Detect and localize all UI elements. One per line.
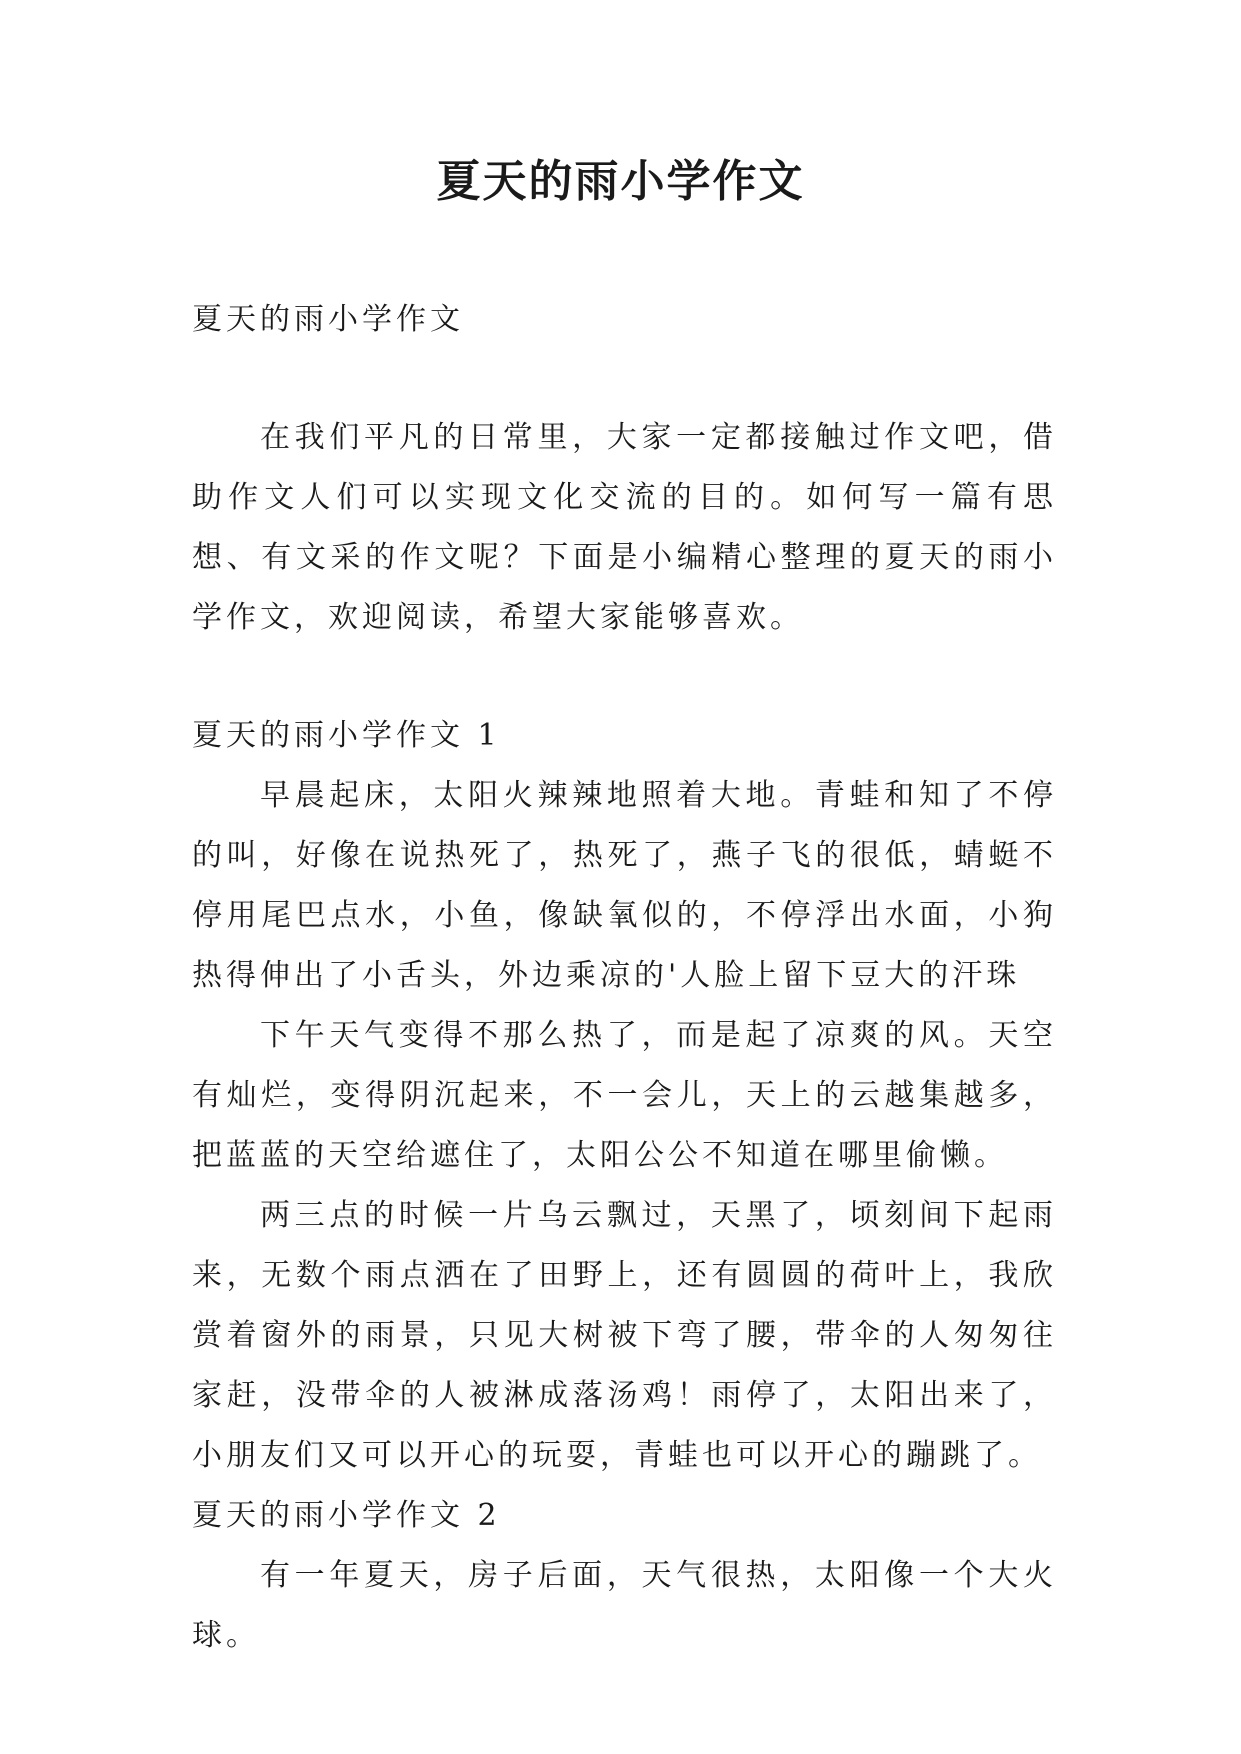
essay-1-paragraph-3: 两三点的时候一片乌云飘过，天黑了，顷刻间下起雨来，无数个雨点洒在了田野上，还有圆圆的荷叶上，我欣赏着窗外的雨景，只见大树被下弯了腰，带伞的人匆匆往家赶，没带伞的人被淋成落汤鸡！雨停了，太阳出来了，小朋友们又可以开心的玩耍，青蛙也可以开心的蹦跳了。 [192, 1198, 1057, 1473]
document-body [192, 290, 1057, 1666]
essay-1-paragraph-2: 下午天气变得不那么热了，而是起了凉爽的风。天空有灿烂，变得阴沉起来，不一会儿，天上的云越集越多，把蓝蓝的天空给遮住了，太阳公公不知道在哪里偷懒。 [192, 1018, 1057, 1173]
essay-2-heading: 夏天的雨小学作文 2 [192, 1498, 501, 1533]
essay-1-paragraph-1: 早晨起床，太阳火辣辣地照着大地。青蛙和知了不停的叫，好像在说热死了，热死了，燕子飞的很低，蜻蜓不停用尾巴点水，小鱼，像缺氧似的，不停浮出水面，小狗热得伸出了小舌头，外边乘凉的'人脸上留下豆大的汗珠 [192, 778, 1057, 993]
essay-1-heading: 夏天的雨小学作文 1 [192, 718, 501, 753]
essay-2-paragraph-1: 有一年夏天，房子后面，天气很热，太阳像一个大火球。 [192, 1558, 1057, 1653]
intro-paragraph: 在我们平凡的日常里，大家一定都接触过作文吧，借助作文人们可以实现文化交流的目的。如何写一篇有思想、有文采的作文呢？下面是小编精心整理的夏天的雨小学作文，欢迎阅读，希望大家能够喜欢。 [192, 420, 1057, 635]
document-subtitle: 夏天的雨小学作文 [192, 302, 464, 337]
document-title: 夏天的雨小学作文 [436, 156, 805, 207]
